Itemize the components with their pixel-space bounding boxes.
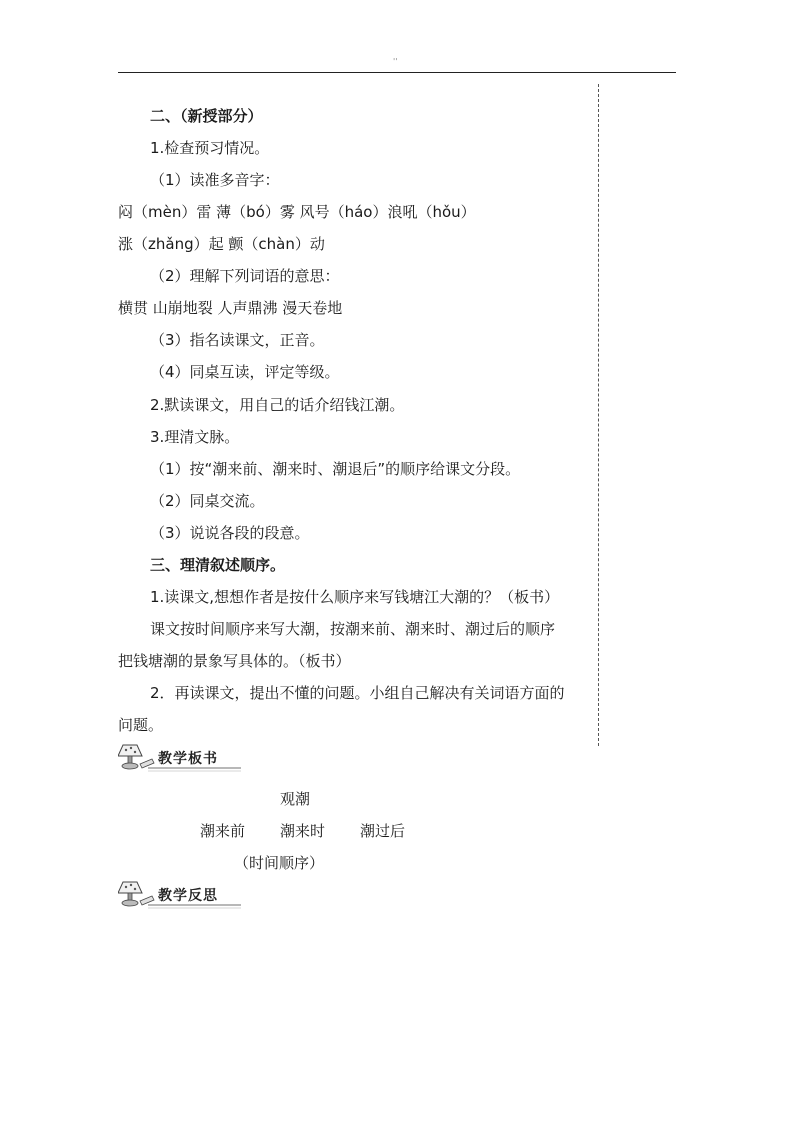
- reflection-section-banner: [118, 879, 243, 911]
- header-rule: [118, 72, 676, 73]
- reflection-section-title: 教学反思: [158, 888, 218, 904]
- section-heading-sequence: 三、理清叙述顺序。: [150, 556, 286, 574]
- text-line: （2）理解下列词语的意思：: [150, 267, 340, 285]
- text-line: 问题。: [118, 716, 164, 734]
- text-line: 1.检查预习情况。: [150, 139, 270, 157]
- board-title: 观潮: [280, 790, 311, 808]
- text-line: 1.读课文,想想作者是按什么顺序来写钱塘江大潮的？（板书）: [150, 588, 560, 606]
- board-note: （时间顺序）: [234, 854, 325, 872]
- text-line: 2．再读课文，提出不懂的问题。小组自己解决有关词语方面的: [150, 684, 565, 702]
- text-line: （1）读准多音字：: [150, 171, 280, 189]
- text-line: 把钱塘潮的景象写具体的。（板书）: [118, 652, 351, 670]
- column-dashed-rule: [598, 84, 599, 746]
- text-line: 课文按时间顺序来写大潮，按潮来前、潮来时、潮过后的顺序: [150, 620, 556, 638]
- text-line: （4）同桌互读，评定等级。: [150, 363, 340, 381]
- text-line: （1）按“潮来前、潮来时、潮退后”的顺序给课文分段。: [150, 460, 521, 478]
- board-section-title: 教学板书: [158, 751, 218, 767]
- text-line: （2）同桌交流。: [150, 492, 265, 510]
- board-item-during: 潮来时: [280, 822, 326, 840]
- text-line: 横贯 山崩地裂 人声鼎沸 漫天卷地: [118, 299, 343, 317]
- text-line: 涨（zhǎng）起 颤（chàn）动: [118, 235, 325, 253]
- section-heading-new-lesson: 二、（新授部分）: [150, 107, 263, 125]
- board-item-after: 潮过后: [360, 822, 406, 840]
- board-item-before: 潮来前: [200, 822, 246, 840]
- text-line: 3.理清文脉。: [150, 428, 240, 446]
- header-mark: '': [393, 57, 398, 66]
- text-line: 2.默读课文，用自己的话介绍钱江潮。: [150, 396, 405, 414]
- board-section-banner: [118, 742, 243, 774]
- text-line: 闷（mèn）雷 薄（bó）雾 风号（háo）浪吼（hǒu）: [118, 203, 476, 221]
- text-line: （3）说说各段的段意。: [150, 524, 310, 542]
- text-line: （3）指名读课文，正音。: [150, 331, 325, 349]
